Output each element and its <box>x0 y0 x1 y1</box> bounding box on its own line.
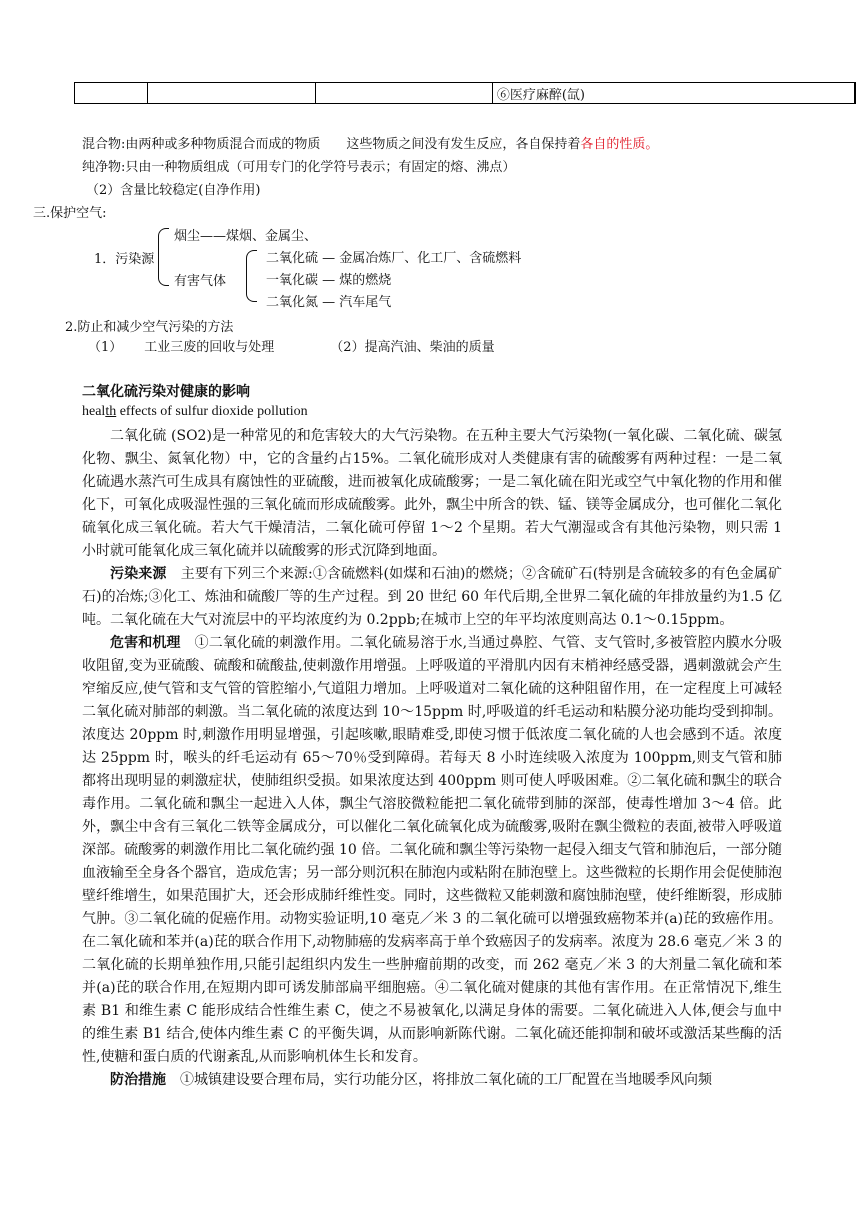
table-cell <box>147 83 316 104</box>
paragraph-heading: 危害和机理 <box>110 635 181 651</box>
method-line <box>88 336 495 355</box>
dust-line: 烟尘——煤烟、金属尘、 <box>174 229 318 244</box>
method1-text: 工业三废的回收与处理 <box>144 340 275 355</box>
table-cell: ⑥医疗麻醉(氙) <box>492 83 854 104</box>
paragraph-heading: 防治措施 <box>110 1072 166 1088</box>
table-cell <box>855 83 856 104</box>
table-cell <box>316 83 493 104</box>
mixture-note-highlight: 各自的性质。 <box>580 137 659 152</box>
method2-text: （2）提高汽油、柴油的质量 <box>330 340 495 355</box>
section-title: 三.保护空气: <box>33 206 107 221</box>
mixture-line <box>82 133 658 152</box>
mixture-note: 这些物质之间没有发生反应，各自保持着 <box>346 137 581 152</box>
paragraph-heading: 污染来源 <box>110 566 167 582</box>
pollution-source-label: 1．污染源 <box>94 252 155 267</box>
harmful-gas-label: 有害气体 <box>174 274 227 289</box>
gas-item: 二氧化硫 — 金属冶炼厂、化工厂、含硫燃料 <box>266 251 522 266</box>
prevention-title: 2.防止和减少空气污染的方法 <box>65 320 234 335</box>
mixture-label: 混合物: <box>82 137 126 152</box>
gas-item: 一氧化碳 — 煤的燃烧 <box>266 273 392 288</box>
paragraph: 危害和机理 ①二氧化硫的刺激作用。二氧化硫易溶于水,当通过鼻腔、气管、支气管时,多被管腔内膜水分吸收阻留,变为亚硫酸、硫酸和硫酸盐,使刺激作用增强。上呼吸道的平滑肌内因有末梢神经感受器，遇刺激就会产生窄缩反应,使气管和支气管的管腔缩小,气道阻力增加。上呼吸道对二氧化硫的这种阻留作用，在一定程度上可减轻二氧化硫对肺部的刺激。当二氧化硫的浓度达到 10～15ppm 时,呼吸道的纤毛运动和粘膜分泌功能均受到抑制。浓度达 20ppm 时,刺激作用明显增强，引起咳嗽,眼睛难受,即使习惯于低浓度二氧化硫的人也会感到不适。浓度达 25ppm 时，喉头的纤毛运动有 65～70％受到障碍。若每天 8 小时连续吸入浓度为 100ppm,则支气管和肺都将出现明显的刺激症状，使肺组织受损。如果浓度达到 400ppm 则可使人呼吸困难。②二氧化硫和飘尘的联合毒作用。二氧化硫和飘尘一起进入人体，飘尘气溶胶微粒能把二氧化硫带到肺的深部，使毒性增加 3～4 倍。此外，飘尘中含有三氧化二铁等金属成分，可以催化二氧化硫氧化成为硫酸雾,吸附在飘尘微粒的表面,被带入呼吸道深部。硫酸雾的刺激作用比二氧化硫约强 10 倍。二氧化硫和飘尘等污染物一起侵入细支气管和肺泡后，一部分随血液输至全身各个器官，造成危害；另一部分则沉积在肺泡内或粘附在肺泡壁上。这些微粒的长期作用会促使肺泡壁纤维增生，如果范围扩大，还会形成肺纤维性变。同时，这些微粒又能刺激和腐蚀肺泡壁，使纤维断裂，形成肺气肿。③二氧化硫的促癌作用。动物实验证明,10 毫克／米 3 的二氧化硫可以增强致癌物苯并(a)芘的致癌作用。在二氧化硫和苯并(a)芘的联合作用下,动物肺癌的发病率高于单个致癌因子的发病率。浓度为 28.6 毫克／米 3 的二氧化硫的长期单独作用,只能引起组织内发生一些肿瘤前期的改变，而 262 毫克／米 3 的大剂量二氧化硫和苯并(a)芘的联合作用,在短期内即可诱发肺部扁平细胞癌。④二氧化硫对健康的其他有害作用。在正常情况下,维生素 B1 和维生素 C 能形成结合性维生素 C，使之不易被氧化,以满足身体的需要。二氧化硫进入人体,便会与血中的维生素 B1 结合,使体内维生素 C 的平衡失调，从而影响新陈代谢。二氧化硫还能抑制和破坏或激活某些酶的活性,使糖和蛋白质的代谢紊乱,从而影响机体生长和发育。 <box>82 635 782 1065</box>
pure-line <box>82 156 515 175</box>
mixture-text: 由两种或多种物质混合而成的物质 <box>125 137 321 152</box>
pure-text: 只由一种物质组成（可用专门的化学符号表示；有固定的熔、沸点） <box>125 160 516 175</box>
paragraph: 防治措施 ①城镇建设要合理布局，实行功能分区，将排放二氧化硫的工厂配置在当地暖季风向频 <box>110 1072 712 1088</box>
pure-label: 纯净物: <box>82 160 126 175</box>
paragraph: 二氧化硫 (SO2)是一种常见的和危害较大的大气污染物。在五种主要大气污染物(一氧化碳、二氧化硫、碳氢化物、飘尘、氮氧化物）中，它的含量约占15%。二氧化硫形成对人类健康有害的硫酸雾有两种过程：一是二氧化硫遇水蒸汽可生成具有腐蚀性的亚硫酸，进而被氧化成硫酸雾；一是二氧化硫在阳光或空气中氧化物的作用和催化下，可氧化成吸湿性强的三氧化硫而形成硫酸雾。此外，飘尘中所含的铁、锰、镁等金属成分，也可催化二氧化硫氧化成三氧化硫。若大气干燥清洁，二氧化硫可停留 1～2 个星期。若大气潮湿或含有其他污染物，则只需 1 小时就可能氧化成三氧化硫并以硫酸雾的形式沉降到地面。 <box>82 428 782 559</box>
paragraph: 污染来源 主要有下列三个来源:①含硫燃料(如煤和石油)的燃烧；②含硫矿石(特别是含硫较多的有色金属矿石)的冶炼;③化工、炼油和硫酸厂等的生产过程。到 20 世纪 60 年代后期,全世界二氧化硫的年排放量约为1.5 亿吨。二氧化硫在大气对流层中的平均浓度约为 0.2ppb;在城市上空的年平均浓度则高达 0.1～0.15ppm。 <box>82 566 782 628</box>
method1-number: （1） <box>88 340 123 355</box>
article-subtitle: health effects of sulfur dioxide pollution <box>82 404 308 419</box>
table-cell <box>75 83 148 104</box>
article-body <box>82 425 782 1092</box>
brace-outer <box>158 228 169 286</box>
stability-line: （2）含量比较稳定(自净作用) <box>86 183 261 198</box>
gas-item: 二氧化氮 — 汽车尾气 <box>266 295 392 310</box>
top-table <box>74 82 856 104</box>
article-title: 二氧化硫污染对健康的影响 <box>82 384 250 400</box>
brace-inner <box>246 250 257 302</box>
